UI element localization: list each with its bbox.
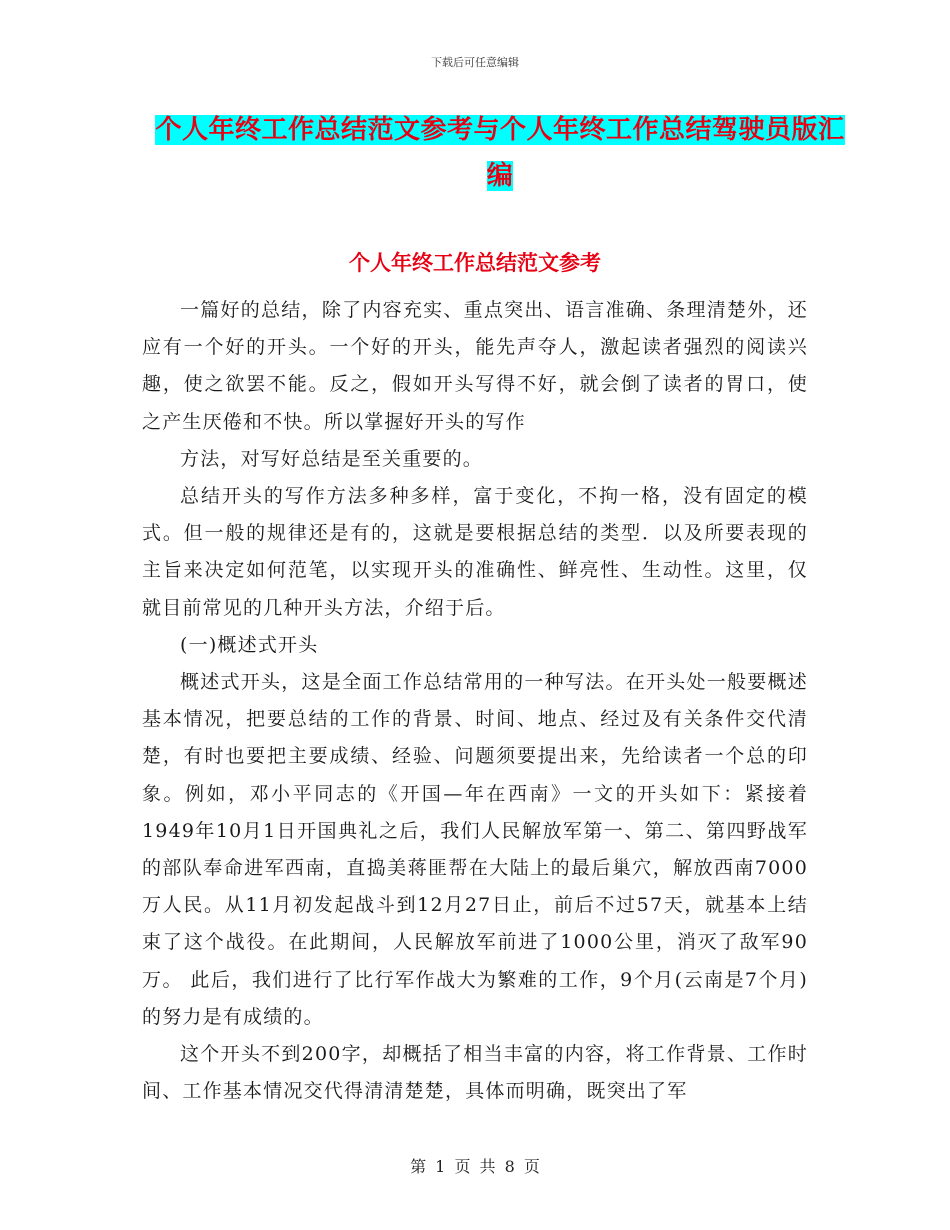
subheading: (一)概述式开头 (180, 633, 319, 656)
document-title (150, 107, 850, 199)
header-note: 下载后可任意编辑 (431, 56, 519, 69)
document-body (142, 292, 808, 1110)
paragraph: 一篇好的总结，除了内容充实、重点突出、语言准确、条理清楚外，还应有一个好的开头。一个好的开头，能先声夺人，激起读者强烈的阅读兴趣，使之欲罢不能。反之，假如开头写得不好，就会倒了读者的胃口，使之产生厌倦和不快。所以掌握好开头的写作 (142, 299, 808, 433)
document-title-text: 个人年终工作总结范文参考与个人年终工作总结驾驶员版汇编 (155, 115, 845, 191)
paragraph: 这个开头不到200字，却概括了相当丰富的内容，将工作背景、工作时间、工作基本情况交代得清清楚楚，具体而明确，既突出了军 (142, 1043, 808, 1103)
page-footer: 第 1 页 共 8 页 (410, 1157, 540, 1176)
paragraph: 概述式开头，这是全面工作总结常用的一种写法。在开头处一般要概述基本情况，把要总结的工作的背景、时间、地点、经过及有关条件交代清楚，有时也要把主要成绩、经验、问题须要提出来，先给读者一个总的印象。例如，邓小平同志的《开国—年在西南》一文的开头如下：紧接着1949年10月1日开国典礼之后，我们人民解放军第一、第二、第四野战军的部队奉命进军西南，直捣美蒋匪帮在大陆上的最后巢穴，解放西南7000万人民。从11月初发起战斗到12月27日止，前后不过57天，就基本上结束了这个战役。在此期间，人民解放军前进了1000公里，消灭了敌军90万。 此后，我们进行了比行军作战大为繁难的工作，9个月(云南是7个月)的努力是有成绩的。 (142, 671, 808, 1028)
paragraph: 方法，对写好总结是至关重要的。 (180, 447, 484, 470)
section-title: 个人年终工作总结范文参考 (349, 250, 601, 275)
paragraph: 总结开头的写作方法多种多样，富于变化，不拘一格，没有固定的模式。但一般的规律还是有的，这就是要根据总结的类型．以及所要表现的主旨来决定如何范笔，以实现开头的准确性、鲜亮性、生动性。这里，仅就目前常见的几种开头方法，介绍于后。 (142, 485, 808, 619)
